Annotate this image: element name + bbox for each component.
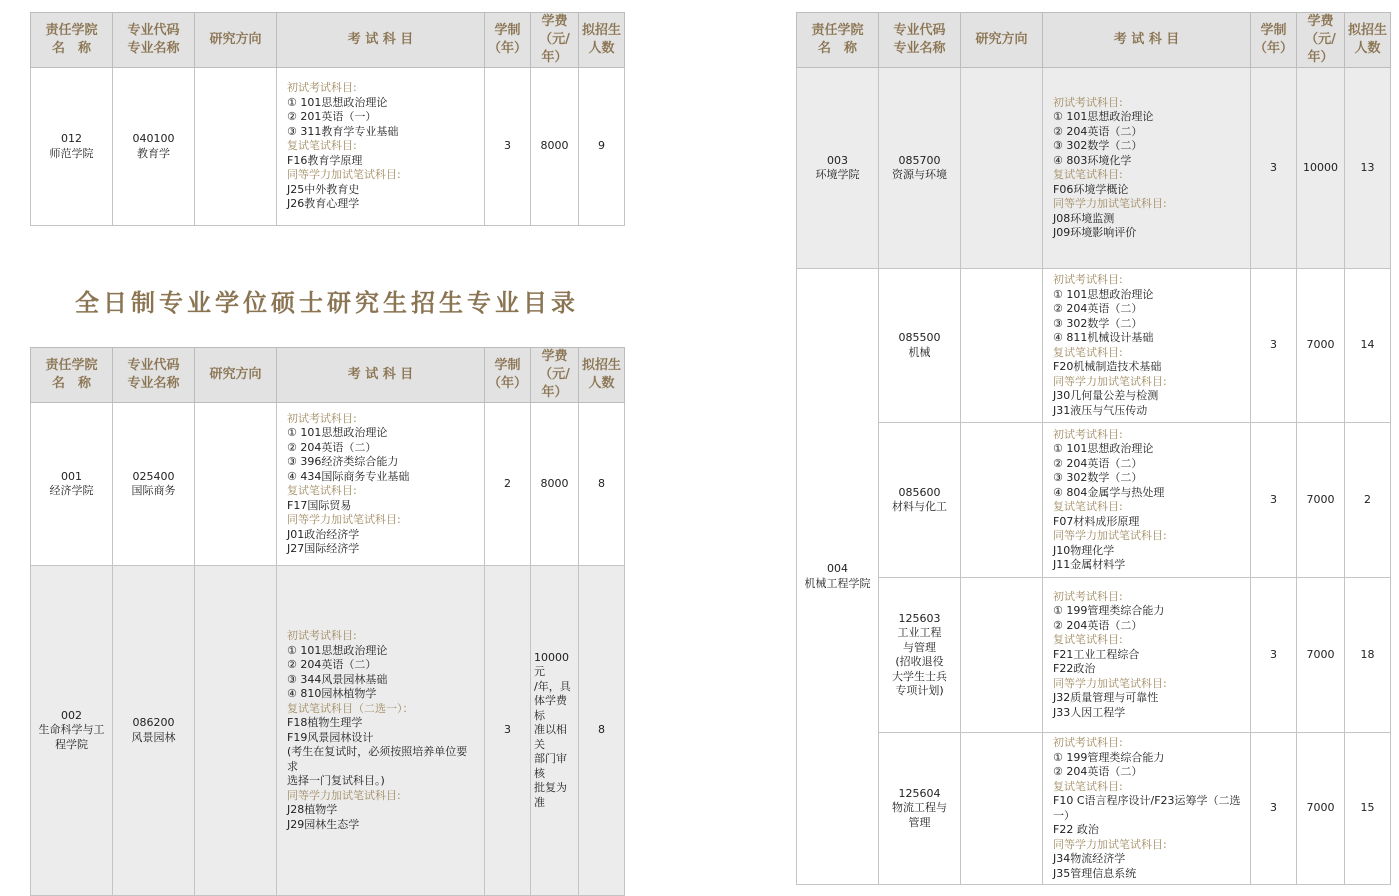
subjects-header: 考 试 科 目 bbox=[277, 348, 485, 403]
fee-cell-line: 批复为准 bbox=[534, 781, 567, 809]
direction-cell bbox=[195, 68, 277, 226]
major-cell bbox=[879, 578, 961, 733]
subject-item: ③ 302数学（二） bbox=[1053, 139, 1143, 152]
college-cell-line: 003 bbox=[827, 153, 848, 167]
subject-section-label: 同等学力加试笔试科目: bbox=[287, 168, 401, 182]
major-cell bbox=[113, 566, 195, 896]
table-row bbox=[797, 578, 1391, 733]
subject-item: ③ 344风景园林基础 bbox=[287, 672, 388, 686]
major-cell bbox=[879, 423, 961, 578]
table-header-row bbox=[797, 13, 1391, 68]
fee-cell-line: 8000 bbox=[540, 139, 569, 153]
major-header: 专业代码 专业名称 bbox=[113, 348, 195, 403]
subject-item: ① 101思想政治理论 bbox=[1053, 442, 1154, 455]
subject-section-label: 复试笔试科目: bbox=[287, 139, 357, 153]
table-row bbox=[31, 566, 625, 896]
subject-item: F18植物生理学 bbox=[287, 716, 363, 729]
subject-section-label: 同等学力加试笔试科目: bbox=[287, 788, 401, 802]
college-header: 责任学院 名 称 bbox=[31, 13, 113, 68]
college-cell-line: 生命科学与工 bbox=[38, 723, 105, 737]
major-cell-line: 085600 bbox=[898, 485, 941, 499]
major-cell bbox=[879, 733, 961, 885]
college-header: 责任学院 名 称 bbox=[31, 348, 113, 403]
subjects-cell bbox=[1043, 269, 1251, 423]
subjects-cell bbox=[1043, 68, 1251, 269]
fee-cell bbox=[1297, 733, 1345, 885]
major-cell bbox=[113, 68, 195, 226]
quota-cell: 8 bbox=[579, 403, 625, 566]
fee-cell-line: 8000 bbox=[540, 476, 569, 490]
table-row bbox=[31, 68, 625, 226]
major-cell-line: 125603 bbox=[898, 611, 941, 625]
college-cell-line: 师范学院 bbox=[49, 146, 94, 160]
subject-item: (考生在复试时，必须按照培养单位要求 bbox=[287, 745, 468, 773]
quota-header: 拟招生 人数 bbox=[579, 13, 625, 68]
fee-header: 学费 （元/年） bbox=[531, 13, 579, 68]
major-cell-line: 085500 bbox=[898, 331, 941, 344]
quota-cell: 13 bbox=[1345, 68, 1391, 269]
subject-item: ④ 803环境化学 bbox=[1053, 153, 1132, 167]
subject-section-label: 初试考试科目: bbox=[287, 81, 357, 95]
college-cell-line: 程学院 bbox=[55, 737, 88, 751]
years-cell: 2 bbox=[485, 403, 531, 566]
years-header: 学制 （年） bbox=[485, 348, 531, 403]
quota-cell: 8 bbox=[579, 566, 625, 896]
table-row bbox=[797, 733, 1391, 885]
subject-item: ② 204英语（二） bbox=[287, 658, 377, 671]
direction-cell bbox=[961, 733, 1043, 885]
subject-item: J29园林生态学 bbox=[287, 817, 360, 831]
major-cell-line: 040100 bbox=[132, 132, 175, 145]
direction-cell bbox=[961, 423, 1043, 578]
direction-cell bbox=[961, 269, 1043, 423]
subject-item: ② 201英语（一） bbox=[287, 110, 377, 124]
years-cell: 3 bbox=[1251, 423, 1297, 578]
years-cell: 3 bbox=[1251, 269, 1297, 423]
subjects-cell bbox=[1043, 423, 1251, 578]
years-cell: 3 bbox=[1251, 68, 1297, 269]
major-cell-line: 086200 bbox=[132, 716, 175, 729]
fee-cell-line: 准以相关 bbox=[534, 723, 567, 751]
quota-cell: 14 bbox=[1345, 269, 1391, 423]
college-cell-line: 经济学院 bbox=[49, 484, 94, 497]
subject-section-label: 复试笔试科目（二选一）： bbox=[287, 701, 414, 715]
subject-section-label: 同等学力加试笔试科目: bbox=[1053, 197, 1167, 210]
years-header: 学制 （年） bbox=[1251, 13, 1297, 68]
subject-section-label: 复试笔试科目: bbox=[287, 484, 357, 497]
fee-cell-line: 体学费标 bbox=[534, 694, 567, 722]
subjects-cell bbox=[277, 68, 485, 226]
fee-header: 学费 （元/年） bbox=[1297, 13, 1345, 68]
years-cell: 3 bbox=[1251, 578, 1297, 733]
subject-item: 一） bbox=[1053, 808, 1075, 822]
subject-item: ③ 396经济类综合能力 bbox=[287, 455, 399, 468]
fee-cell bbox=[1297, 578, 1345, 733]
college-cell bbox=[31, 403, 113, 566]
major-cell bbox=[879, 269, 961, 423]
fee-cell-line: 7000 bbox=[1306, 338, 1335, 352]
subject-item: ② 204英语（二） bbox=[1053, 302, 1143, 315]
subject-item: F06环境学概论 bbox=[1053, 182, 1129, 196]
major-cell-line: 与管理 bbox=[903, 640, 936, 654]
direction-header: 研究方向 bbox=[961, 13, 1043, 68]
major-cell-line: (招收退役 bbox=[895, 655, 944, 668]
subject-item: J27国际经济学 bbox=[287, 542, 360, 555]
college-cell-line: 机械工程学院 bbox=[804, 576, 871, 590]
subject-item: ① 101思想政治理论 bbox=[1053, 287, 1154, 301]
subject-section-label: 初试考试科目: bbox=[287, 411, 357, 425]
table-row bbox=[797, 68, 1391, 269]
major-cell-line: 管理 bbox=[908, 815, 931, 829]
subject-item: ② 204英语（二） bbox=[1053, 618, 1143, 632]
college-cell bbox=[797, 68, 879, 269]
table-row bbox=[797, 269, 1391, 423]
table-header-row bbox=[31, 13, 625, 68]
major-cell-line: 物流工程与 bbox=[892, 801, 947, 815]
major-cell-line: 025400 bbox=[132, 469, 175, 483]
subject-section-label: 同等学力加试笔试科目: bbox=[1053, 374, 1167, 388]
subject-section-label: 同等学力加试笔试科目: bbox=[1053, 529, 1167, 542]
quota-cell: 9 bbox=[579, 68, 625, 226]
college-header: 责任学院 名 称 bbox=[797, 13, 879, 68]
subjects-cell bbox=[1043, 733, 1251, 885]
subject-item: ③ 311教育学专业基础 bbox=[287, 124, 399, 138]
subject-item: ② 204英语（二） bbox=[1053, 765, 1143, 778]
major-cell-line: 资源与环境 bbox=[892, 168, 947, 181]
subject-item: J10物理化学 bbox=[1053, 543, 1115, 557]
major-header: 专业代码 专业名称 bbox=[113, 13, 195, 68]
fee-cell-line: 10000 bbox=[1303, 160, 1338, 174]
fee-cell bbox=[1297, 423, 1345, 578]
subject-item: J25中外教育史 bbox=[287, 182, 360, 196]
years-cell: 3 bbox=[485, 566, 531, 896]
subject-item: J08环境监测 bbox=[1053, 211, 1115, 225]
subject-item: F20机械制造技术基础 bbox=[1053, 360, 1162, 373]
table-row bbox=[31, 403, 625, 566]
subject-section-label: 复试笔试科目: bbox=[1053, 779, 1123, 793]
major-cell-line: 教育学 bbox=[137, 146, 170, 160]
subject-item: F17国际贸易 bbox=[287, 498, 352, 512]
section-heading: 全日制专业学位硕士研究生招生专业目录 bbox=[75, 289, 579, 317]
direction-cell bbox=[195, 403, 277, 566]
subject-item: ④ 434国际商务专业基础 bbox=[287, 469, 410, 483]
fee-header: 学费 （元/年） bbox=[531, 348, 579, 403]
major-cell-line: 机械 bbox=[908, 345, 931, 359]
quota-cell: 15 bbox=[1345, 733, 1391, 885]
subjects-cell bbox=[1043, 578, 1251, 733]
subjects-header: 考 试 科 目 bbox=[1043, 13, 1251, 68]
subject-section-label: 初试考试科目: bbox=[1053, 95, 1123, 109]
major-cell-line: 材料与化工 bbox=[892, 500, 947, 513]
subject-item: F16教育学原理 bbox=[287, 153, 363, 167]
subject-item: ② 204英语（二） bbox=[287, 440, 377, 454]
fee-cell bbox=[531, 566, 579, 896]
subject-item: F22政治 bbox=[1053, 662, 1096, 676]
subject-section-label: 复试笔试科目: bbox=[1053, 345, 1123, 359]
subject-item: ① 199管理类综合能力 bbox=[1053, 604, 1165, 618]
fee-cell-line: 部门审核 bbox=[534, 752, 567, 780]
years-cell: 3 bbox=[485, 68, 531, 226]
college-cell-line: 002 bbox=[61, 708, 82, 722]
subject-item: ① 199管理类综合能力 bbox=[1053, 750, 1165, 764]
college-cell-line: 004 bbox=[827, 562, 848, 575]
fee-cell-line: 7000 bbox=[1306, 492, 1335, 506]
major-cell-line: 大学生士兵 bbox=[892, 669, 947, 683]
quota-cell: 18 bbox=[1345, 578, 1391, 733]
major-cell-line: 工业工程 bbox=[897, 626, 942, 639]
catalog-table-professional-right bbox=[796, 12, 1391, 885]
subject-item: F10 C语言程序设计/F23运筹学（二选 bbox=[1053, 794, 1241, 807]
college-cell-line: 012 bbox=[61, 132, 82, 145]
college-cell bbox=[31, 68, 113, 226]
subject-item: ④ 811机械设计基础 bbox=[1053, 331, 1154, 344]
subject-section-label: 初试考试科目: bbox=[1053, 273, 1123, 286]
direction-header: 研究方向 bbox=[195, 13, 277, 68]
subject-section-label: 复试笔试科目: bbox=[1053, 633, 1123, 647]
subjects-cell bbox=[277, 566, 485, 896]
subjects-header: 考 试 科 目 bbox=[277, 13, 485, 68]
subject-section-label: 同等学力加试笔试科目: bbox=[1053, 837, 1167, 851]
quota-cell: 2 bbox=[1345, 423, 1391, 578]
major-cell-line: 085700 bbox=[898, 153, 941, 167]
table-header-row bbox=[31, 348, 625, 403]
direction-cell bbox=[961, 578, 1043, 733]
college-cell-line: 环境学院 bbox=[815, 168, 860, 181]
fee-cell-line: 10000元 bbox=[534, 650, 569, 679]
subject-item: ① 101思想政治理论 bbox=[1053, 110, 1154, 123]
major-cell bbox=[113, 403, 195, 566]
subject-item: J11金属材料学 bbox=[1053, 558, 1126, 571]
subject-item: ① 101思想政治理论 bbox=[287, 426, 388, 439]
subject-section-label: 初试考试科目: bbox=[1053, 736, 1123, 749]
years-header: 学制 （年） bbox=[485, 13, 531, 68]
subject-item: F19风景园林设计 bbox=[287, 730, 374, 744]
subject-item: ① 101思想政治理论 bbox=[287, 95, 388, 109]
major-cell-line: 风景园林 bbox=[131, 730, 176, 744]
direction-cell bbox=[961, 68, 1043, 269]
college-cell bbox=[31, 566, 113, 896]
fee-cell bbox=[531, 68, 579, 226]
subject-item: J32质量管理与可靠性 bbox=[1053, 691, 1159, 705]
major-cell bbox=[879, 68, 961, 269]
subject-item: ① 101思想政治理论 bbox=[287, 643, 388, 657]
major-cell-line: 专项计划) bbox=[895, 684, 944, 697]
subject-section-label: 同等学力加试笔试科目: bbox=[287, 513, 401, 526]
subject-item: ② 204英语（二） bbox=[1053, 124, 1143, 138]
subject-item: J30几何量公差与检测 bbox=[1053, 389, 1159, 402]
years-cell: 3 bbox=[1251, 733, 1297, 885]
catalog-table-academic bbox=[30, 12, 625, 226]
quota-header: 拟招生 人数 bbox=[579, 348, 625, 403]
college-cell-line: 001 bbox=[61, 469, 82, 483]
catalog-table-professional-left bbox=[30, 347, 625, 896]
subject-section-label: 同等学力加试笔试科目: bbox=[1053, 676, 1167, 690]
subject-item: ② 204英语（二） bbox=[1053, 456, 1143, 470]
subject-item: F07材料成形原理 bbox=[1053, 514, 1140, 528]
subject-item: J33人因工程学 bbox=[1053, 705, 1126, 719]
subject-item: ③ 302数学（二） bbox=[1053, 316, 1143, 330]
subject-item: J31液压与气压传动 bbox=[1053, 403, 1148, 417]
subject-item: F22 政治 bbox=[1053, 823, 1099, 836]
table-row bbox=[797, 423, 1391, 578]
direction-cell bbox=[195, 566, 277, 896]
subject-section-label: 初试考试科目: bbox=[1053, 589, 1123, 603]
direction-header: 研究方向 bbox=[195, 348, 277, 403]
subject-item: J35管理信息系统 bbox=[1053, 866, 1137, 880]
subject-item: ③ 302数学（二） bbox=[1053, 471, 1143, 484]
subject-item: ④ 804金属学与热处理 bbox=[1053, 485, 1165, 499]
subject-item: J34物流经济学 bbox=[1053, 852, 1126, 865]
subject-section-label: 复试笔试科目: bbox=[1053, 500, 1123, 513]
major-cell-line: 125604 bbox=[898, 786, 941, 800]
fee-cell bbox=[1297, 68, 1345, 269]
college-cell bbox=[797, 269, 879, 885]
subject-section-label: 复试笔试科目: bbox=[1053, 168, 1123, 181]
fee-cell bbox=[531, 403, 579, 566]
major-header: 专业代码 专业名称 bbox=[879, 13, 961, 68]
subject-item: J28植物学 bbox=[287, 803, 338, 816]
fee-cell bbox=[1297, 269, 1345, 423]
subject-item: J09环境影响评价 bbox=[1053, 226, 1137, 239]
subject-item: J01政治经济学 bbox=[287, 527, 360, 541]
fee-cell-line: 7000 bbox=[1306, 801, 1335, 815]
subject-section-label: 初试考试科目: bbox=[287, 629, 357, 642]
quota-header: 拟招生 人数 bbox=[1345, 13, 1391, 68]
subject-item: F21工业工程综合 bbox=[1053, 647, 1140, 661]
subjects-cell bbox=[277, 403, 485, 566]
fee-cell-line: /年，具 bbox=[534, 679, 571, 693]
subject-item: ④ 810园林植物学 bbox=[287, 687, 377, 700]
subject-item: J26教育心理学 bbox=[287, 197, 360, 211]
major-cell-line: 国际商务 bbox=[131, 484, 176, 497]
subject-item: 选择一门复试科目。) bbox=[287, 774, 385, 787]
fee-cell-line: 7000 bbox=[1306, 647, 1335, 661]
subject-section-label: 初试考试科目: bbox=[1053, 427, 1123, 441]
